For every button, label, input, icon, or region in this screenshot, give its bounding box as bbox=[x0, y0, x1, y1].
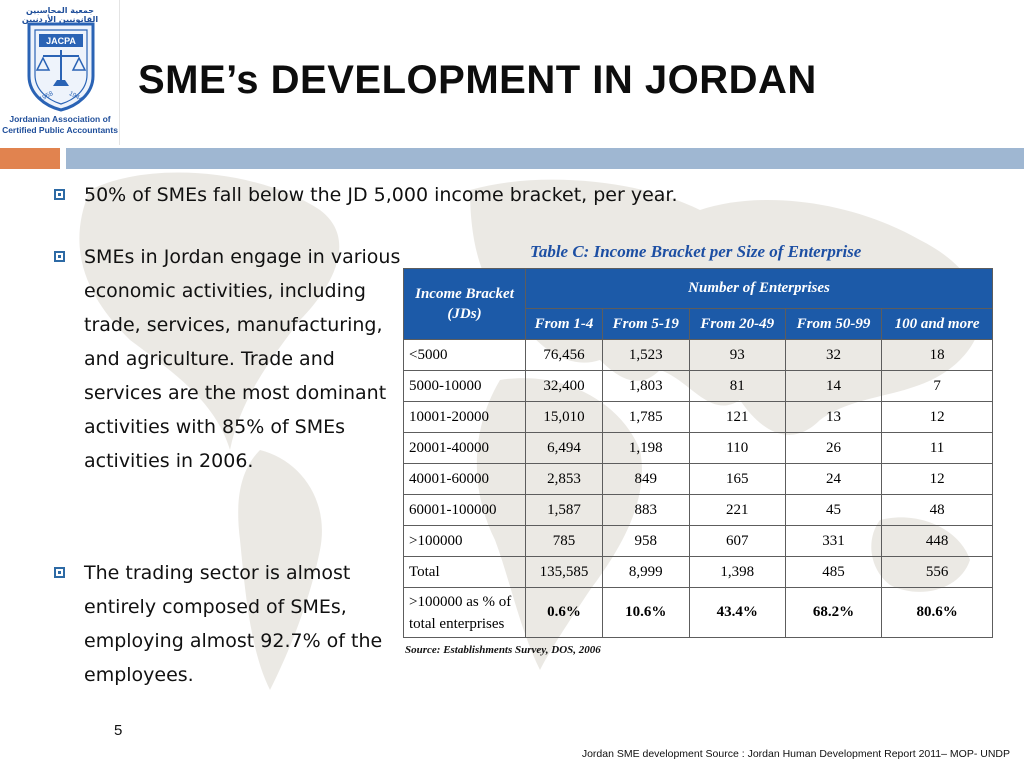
bullet-text: SMEs in Jordan engage in various economic activities, including trade, services, manufacturing, and agriculture. Trade and services are the most dominant activities with 85% of SMEs activities in 2006. bbox=[84, 246, 401, 472]
table-cell: 18 bbox=[882, 340, 993, 371]
table-cell: 221 bbox=[689, 495, 785, 526]
table-cell: 1,785 bbox=[602, 402, 689, 433]
table-cell: 958 bbox=[602, 526, 689, 557]
header-number-of-enterprises: Number of Enterprises bbox=[526, 269, 993, 309]
table-cell-percentage: 10.6% bbox=[602, 588, 689, 638]
table-row bbox=[404, 340, 993, 371]
table-cell-percentage: 0.6% bbox=[526, 588, 603, 638]
column-header: From 1-4 bbox=[526, 309, 603, 340]
page-title: SME’s DEVELOPMENT IN JORDAN bbox=[138, 58, 817, 102]
row-label: 60001-100000 bbox=[404, 495, 526, 526]
row-label: >100000 bbox=[404, 526, 526, 557]
logo-arabic-text: جمعية المحاسبين القانونيين الأردنيين bbox=[21, 6, 99, 24]
table-caption: Table C: Income Bracket per Size of Enterprise bbox=[530, 242, 862, 261]
row-label: 10001-20000 bbox=[404, 402, 526, 433]
column-header: From 5-19 bbox=[602, 309, 689, 340]
table-body bbox=[404, 340, 993, 638]
header-income-bracket: Income Bracket (JDs) bbox=[404, 269, 526, 340]
table-row bbox=[404, 402, 993, 433]
table-cell: 1,198 bbox=[602, 433, 689, 464]
row-label: 20001-40000 bbox=[404, 433, 526, 464]
bullet-text: The trading sector is almost entirely composed of SMEs, employing almost 92.7% of the employees. bbox=[84, 562, 383, 686]
table-cell: 1,398 bbox=[689, 557, 785, 588]
table-cell: 45 bbox=[785, 495, 881, 526]
table-cell: 11 bbox=[882, 433, 993, 464]
table-cell-percentage: 68.2% bbox=[785, 588, 881, 638]
table-row bbox=[404, 371, 993, 402]
table-cell: 607 bbox=[689, 526, 785, 557]
table-cell: 76,456 bbox=[526, 340, 603, 371]
table-cell: 849 bbox=[602, 464, 689, 495]
table-cell: 32,400 bbox=[526, 371, 603, 402]
column-header: 100 and more bbox=[882, 309, 993, 340]
table-cell: 110 bbox=[689, 433, 785, 464]
table-cell: 785 bbox=[526, 526, 603, 557]
table-row bbox=[404, 433, 993, 464]
row-label bbox=[404, 588, 526, 638]
bullet-square-icon bbox=[54, 251, 65, 262]
table-cell: 485 bbox=[785, 557, 881, 588]
jacpa-logo bbox=[0, 0, 120, 145]
table-cell: 1,587 bbox=[526, 495, 603, 526]
logo-name bbox=[2, 114, 118, 136]
row-label-line2: total enterprises bbox=[409, 615, 505, 632]
page-number: 5 bbox=[114, 722, 123, 739]
logo-year-left: 1958 bbox=[38, 90, 55, 104]
table-cell: 1,803 bbox=[602, 371, 689, 402]
table-cell: 6,494 bbox=[526, 433, 603, 464]
table-row bbox=[404, 557, 993, 588]
logo-year-right: 1944 bbox=[67, 90, 84, 104]
jacpa-shield-icon bbox=[25, 20, 97, 112]
row-label: <5000 bbox=[404, 340, 526, 371]
table-row bbox=[404, 526, 993, 557]
table-cell: 81 bbox=[689, 371, 785, 402]
table-cell: 556 bbox=[882, 557, 993, 588]
bullet-income-bracket bbox=[84, 178, 984, 212]
table-row-percentage bbox=[404, 588, 993, 638]
row-label: Total bbox=[404, 557, 526, 588]
table-cell: 32 bbox=[785, 340, 881, 371]
table-cell: 883 bbox=[602, 495, 689, 526]
column-header: From 20-49 bbox=[689, 309, 785, 340]
bullet-trading-sector bbox=[84, 556, 404, 692]
table-cell: 26 bbox=[785, 433, 881, 464]
table-cell: 15,010 bbox=[526, 402, 603, 433]
table-header-row bbox=[404, 269, 993, 309]
table-cell: 135,585 bbox=[526, 557, 603, 588]
income-bracket-table bbox=[403, 268, 993, 638]
column-header: From 50-99 bbox=[785, 309, 881, 340]
footer-source-note: Jordan SME development Source : Jordan Human Development Report 2011– MOP- UNDP bbox=[581, 748, 1010, 760]
table-cell: 331 bbox=[785, 526, 881, 557]
table-cell: 8,999 bbox=[602, 557, 689, 588]
row-label: 5000-10000 bbox=[404, 371, 526, 402]
bullet-text: 50% of SMEs fall below the JD 5,000 income bracket, per year. bbox=[84, 184, 678, 206]
logo-name-line1: Jordanian Association of bbox=[9, 114, 111, 124]
table-cell: 48 bbox=[882, 495, 993, 526]
table-cell: 14 bbox=[785, 371, 881, 402]
table-cell-percentage: 43.4% bbox=[689, 588, 785, 638]
table-cell: 13 bbox=[785, 402, 881, 433]
bullet-economic-activities bbox=[84, 240, 404, 478]
table-cell: 12 bbox=[882, 402, 993, 433]
logo-acronym: JACPA bbox=[46, 36, 76, 46]
bullet-square-icon bbox=[54, 567, 65, 578]
table-cell: 93 bbox=[689, 340, 785, 371]
table-cell: 448 bbox=[882, 526, 993, 557]
table-cell: 1,523 bbox=[602, 340, 689, 371]
header-bar-blue bbox=[66, 148, 1024, 169]
table-cell: 2,853 bbox=[526, 464, 603, 495]
table-cell: 12 bbox=[882, 464, 993, 495]
table-row bbox=[404, 464, 993, 495]
row-label: 40001-60000 bbox=[404, 464, 526, 495]
table-row bbox=[404, 495, 993, 526]
logo-name-line2: Certified Public Accountants bbox=[2, 125, 118, 135]
bullet-square-icon bbox=[54, 189, 65, 200]
table-cell-percentage: 80.6% bbox=[882, 588, 993, 638]
table-source: Source: Establishments Survey, DOS, 2006 bbox=[405, 644, 601, 656]
table-cell: 165 bbox=[689, 464, 785, 495]
table-cell: 7 bbox=[882, 371, 993, 402]
header-bar-orange bbox=[0, 148, 60, 169]
table-cell: 121 bbox=[689, 402, 785, 433]
row-label-line1: >100000 as % of bbox=[409, 593, 512, 610]
table-cell: 24 bbox=[785, 464, 881, 495]
